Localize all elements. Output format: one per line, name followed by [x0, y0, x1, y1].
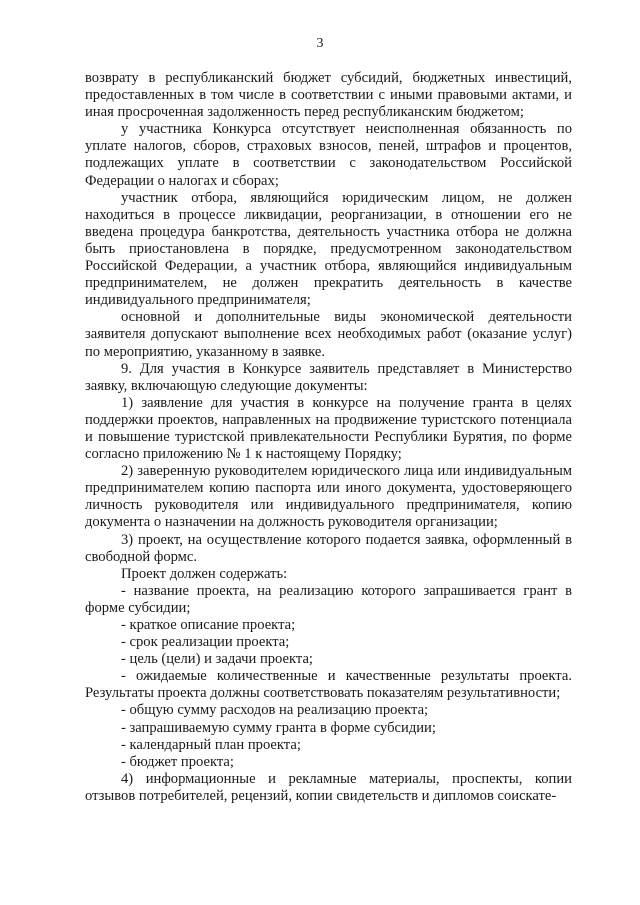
- paragraph-12: - срок реализации проекта;: [121, 634, 290, 651]
- paragraph-19: 4) информационные и рекламные материалы, проспекты, копии отзывов потребителей, рецензий, копии свидетельств и дипломов соискате-: [85, 770, 572, 804]
- paragraph-18: - бюджет проекта;: [121, 753, 234, 770]
- paragraph-8: 3) проект, на осуществление которого подается заявка, оформленный в свободной формс.: [85, 531, 572, 565]
- paragraph-9: Проект должен содержать:: [121, 565, 288, 582]
- paragraph-14: - ожидаемые количественные и качественные результаты проекта. Результаты проекта должны соответствовать показателям результативности;: [85, 668, 572, 702]
- paragraph-10: - название проекта, на реализацию которого запрашивается грант в форме субсидии;: [85, 582, 572, 616]
- paragraph-16: - запрашиваемую сумму гранта в форме субсидии;: [121, 719, 436, 736]
- paragraph-7: 2) заверенную руководителем юридического лица или индивидуальным предпринимателем копию паспорта или иного документа, удостоверяющего личность руководителя или индивидуального предпринимателя, копию документа о назначении на должность руководителя организации;: [85, 463, 572, 531]
- paragraph-15: - общую сумму расходов на реализацию проекта;: [121, 702, 429, 719]
- paragraph-3: участник отбора, являющийся юридическим лицом, не должен находиться в процессе ликвидации, реорганизации, в отношении его не введена процедура банкротства, деятельность участника отбора не должна быть приостановлена в порядке, предусмотренном законодательством Российской Федерации, а участник отбора, являющийся индивидуальным предпринимателем, не должен прекратить деятельность в качестве индивидуального предпринимателя;: [85, 189, 572, 309]
- paragraph-6: 1) заявление для участия в конкурсе на получение гранта в целях поддержки проектов, направленных на продвижение туристского потенциала и повышение туристской привлекательности Республики Бурятия, по форме согласно приложению № 1 к настоящему Порядку;: [85, 394, 572, 463]
- paragraph-1: возврату в республиканский бюджет субсидий, бюджетных инвестиций, предоставленных в том числе в соответствии с иными правовыми актами, и иная просроченная задолженность перед республиканским бюджетом;: [85, 70, 572, 121]
- paragraph-5: 9. Для участия в Конкурсе заявитель представляет в Министерство заявку, включающую следующие документы:: [85, 360, 572, 394]
- body-text: [85, 70, 572, 805]
- paragraph-11: - краткое описание проекта;: [121, 617, 296, 633]
- paragraph-2: у участника Конкурса отсутствует неисполненная обязанность по уплате налогов, сборов, страховых взносов, пеней, штрафов и процентов, подлежащих уплате в соответствии с законодательством Российской Федерации о налогах и сборах;: [85, 121, 572, 189]
- paragraph-17: - календарный план проекта;: [121, 736, 301, 753]
- paragraph-4: основной и дополнительные виды экономической деятельности заявителя допускают выполнение всех необходимых работ (оказание услуг) по мероприятию, указанному в заявке.: [85, 309, 572, 360]
- paragraph-13: - цель (цели) и задачи проекта;: [121, 651, 313, 668]
- page-number: 3: [316, 36, 324, 51]
